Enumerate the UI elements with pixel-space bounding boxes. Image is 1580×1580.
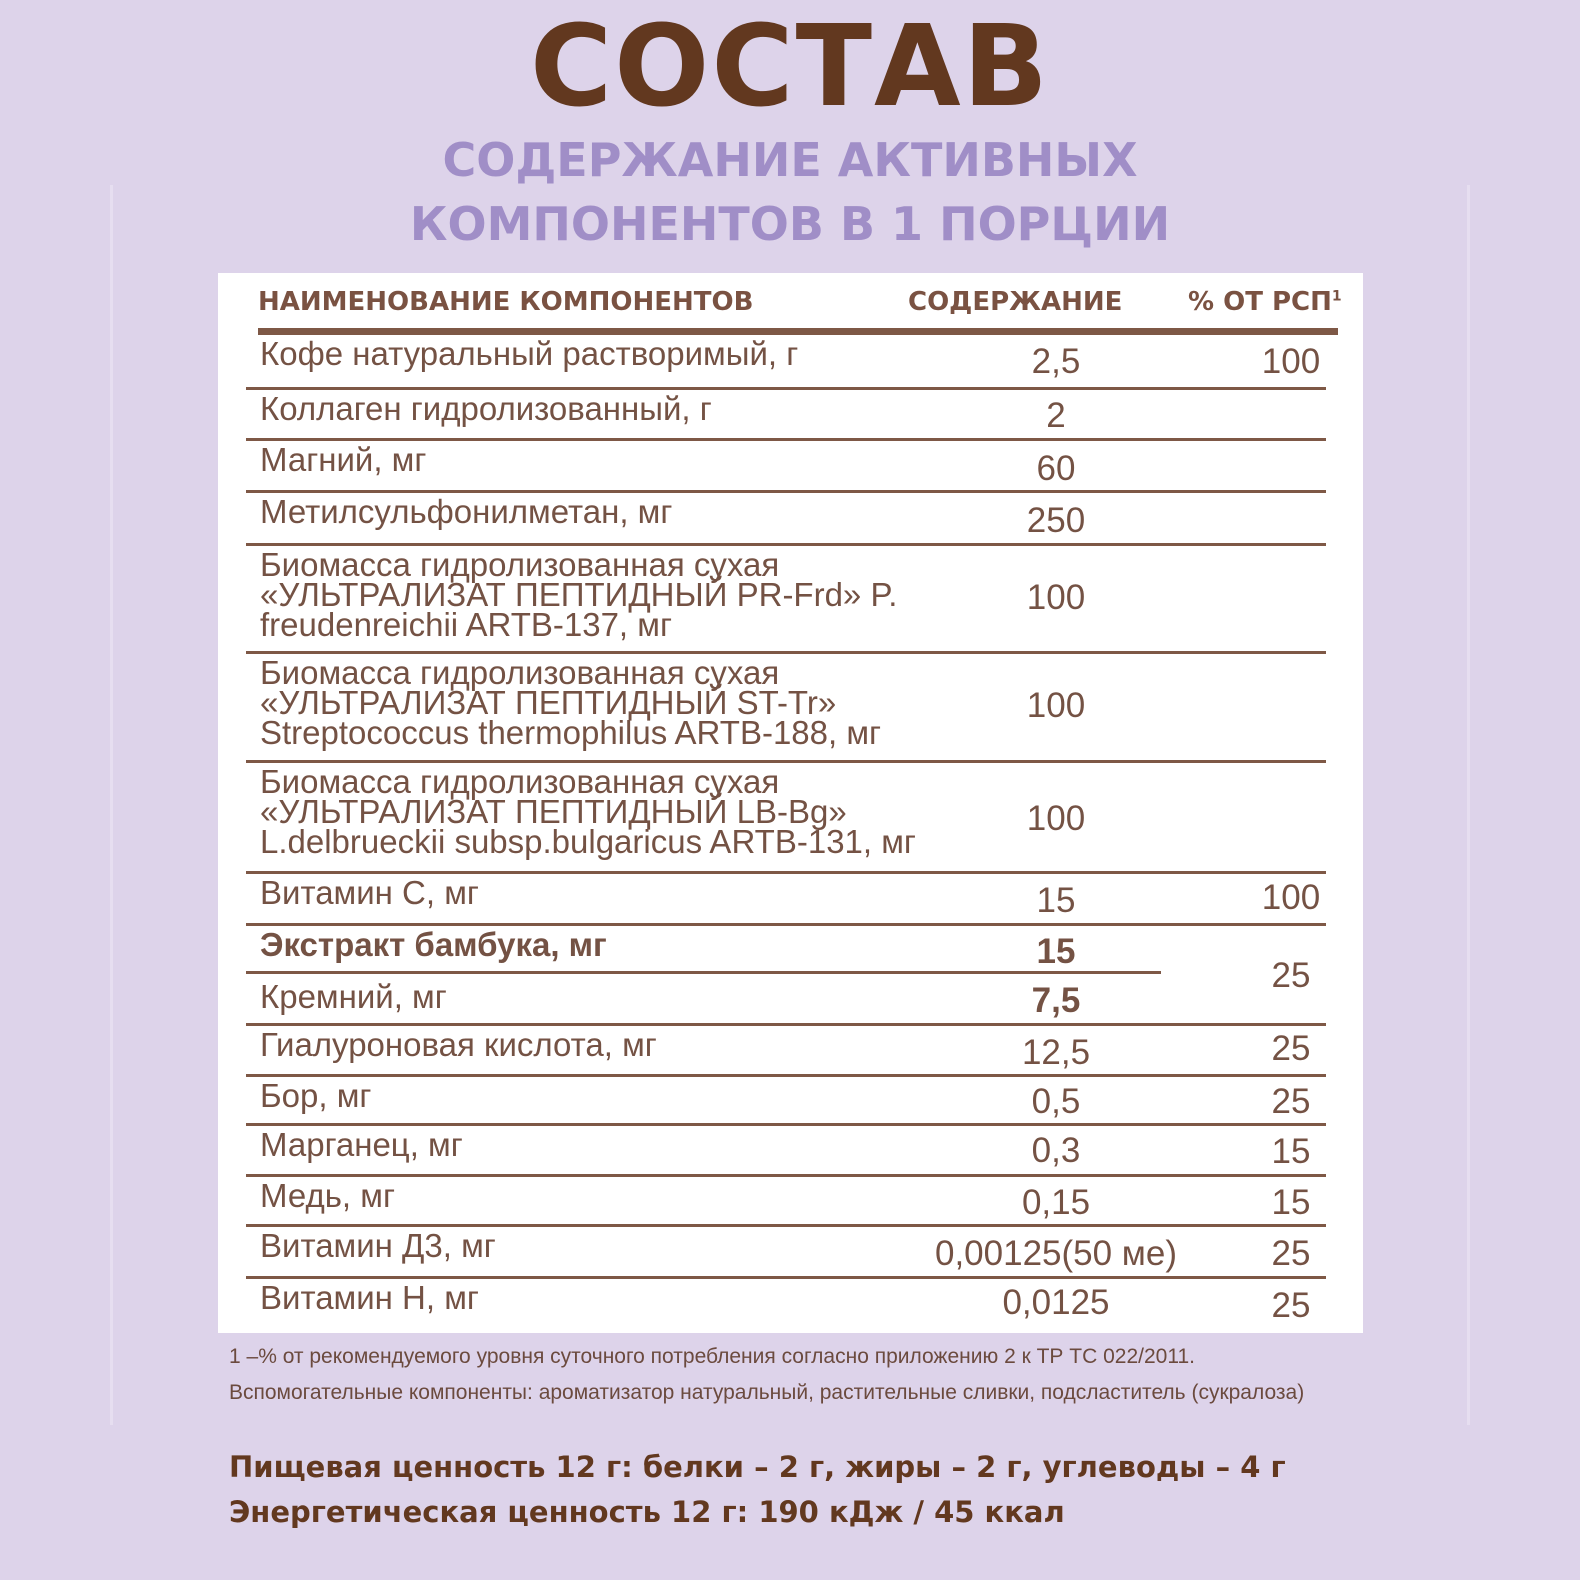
table-row — [246, 390, 1326, 441]
page-subtitle — [0, 128, 1580, 256]
component-pct: 25 — [1271, 1029, 1311, 1068]
decorative-line-left — [110, 185, 113, 1425]
footnote-rsp: 1 –% от рекомендуемого уровня суточного потребления согласно приложению 2 к ТР ТС 022/2011. — [229, 1345, 1195, 1368]
table-row — [246, 1126, 1326, 1177]
component-amount: 250 — [1026, 501, 1086, 540]
table-header — [258, 285, 1341, 325]
component-pct: 25 — [1271, 1082, 1311, 1121]
table-row — [246, 654, 1326, 763]
component-name: Кремний, мг — [260, 978, 447, 1015]
component-name: Медь, мг — [260, 1177, 395, 1214]
component-name: Магний, мг — [260, 441, 427, 478]
component-pct: 25 — [1271, 956, 1311, 995]
component-amount: 100 — [1026, 799, 1086, 838]
component-name: Витамин С, мг — [260, 874, 479, 911]
header-name: НАИМЕНОВАНИЕ КОМПОНЕНТОВ — [258, 287, 754, 317]
component-name: Биомасса гидролизованная сухая «УЛЬТРАЛИЗАТ ПЕПТИДНЫЙ ST-Tr» Streptococcus thermophilus ARTB-188, мг — [260, 654, 882, 751]
table-row — [246, 1227, 1326, 1279]
component-amount: 15 — [1036, 881, 1076, 920]
component-name: Биомасса гидролизованная сухая «УЛЬТРАЛИЗАТ ПЕПТИДНЫЙ PR-Frd» P. freudenreichii ARTB-137, мг — [260, 546, 898, 643]
component-name: Витамин Д3, мг — [260, 1227, 496, 1264]
decorative-line-right — [1467, 185, 1470, 1425]
component-amount: 2,5 — [1031, 342, 1081, 381]
component-name: Экстракт бамбука, мг — [260, 926, 607, 963]
component-pct: 15 — [1271, 1183, 1311, 1222]
table-row — [246, 1026, 1326, 1077]
component-amount: 60 — [1036, 449, 1076, 488]
header-amount: СОДЕРЖАНИЕ — [908, 287, 1123, 317]
component-amount: 7,5 — [1031, 981, 1081, 1020]
component-pct: 100 — [1261, 878, 1321, 917]
component-amount: 0,15 — [1021, 1183, 1091, 1222]
component-name: Кофе натуральный растворимый, г — [260, 335, 799, 372]
component-pct: 25 — [1271, 1234, 1311, 1273]
table-row — [246, 1177, 1326, 1227]
component-amount: 12,5 — [1021, 1033, 1091, 1072]
header-pct: % ОТ РСП$^1$ — [1188, 287, 1342, 317]
component-name: Гиалуроновая кислота, мг — [260, 1026, 657, 1063]
table-row — [246, 1279, 1326, 1329]
table-row-group — [246, 926, 1326, 1026]
component-name: Марганец, мг — [260, 1126, 463, 1163]
table-row — [246, 493, 1326, 546]
table-row — [246, 441, 1326, 493]
component-pct: 100 — [1261, 342, 1321, 381]
component-amount: 0,0125 — [1002, 1283, 1110, 1322]
component-amount: 2 — [1046, 396, 1066, 435]
table-row — [246, 874, 1326, 926]
table-row — [246, 546, 1326, 654]
component-name: Коллаген гидролизованный, г — [260, 390, 712, 427]
component-amount: 100 — [1026, 578, 1086, 617]
subtitle-line-2: КОМПОНЕНТОВ В 1 ПОРЦИИ — [409, 197, 1171, 251]
composition-table — [218, 273, 1363, 1333]
row-divider — [246, 971, 1161, 974]
component-pct: 25 — [1271, 1286, 1311, 1325]
header-rule — [258, 328, 1338, 335]
component-amount: 0,5 — [1031, 1082, 1081, 1121]
component-pct: 15 — [1271, 1132, 1311, 1171]
table-row — [246, 763, 1326, 874]
footnote-auxiliary: Вспомогательные компоненты: ароматизатор натуральный, растительные сливки, подсластитель (сукралоза) — [229, 1381, 1305, 1404]
subtitle-line-1: СОДЕРЖАНИЕ АКТИВНЫХ — [442, 133, 1138, 187]
component-name: Метилсульфонилметан, мг — [260, 493, 673, 530]
energy-value: Энергетическая ценность 12 г: 190 кДж / 45 ккал — [229, 1495, 1065, 1529]
component-name: Витамин Н, мг — [260, 1279, 479, 1316]
component-amount: 0,3 — [1031, 1131, 1081, 1170]
table-row — [246, 335, 1326, 390]
page-title: СОСТАВ — [529, 2, 1051, 132]
component-name: Бор, мг — [260, 1077, 372, 1114]
component-amount: 15 — [1036, 932, 1076, 971]
nutrition-value: Пищевая ценность 12 г: белки – 2 г, жиры – 2 г, углеводы – 4 г — [229, 1450, 1286, 1484]
component-name: Биомасса гидролизованная сухая «УЛЬТРАЛИЗАТ ПЕПТИДНЫЙ LB-Bg» L.delbrueckii subsp.bulgaricus ARTB-131, мг — [260, 763, 916, 860]
component-amount: 0,00125(50 ме) — [934, 1234, 1177, 1273]
component-amount: 100 — [1026, 686, 1086, 725]
table-row — [246, 1077, 1326, 1126]
